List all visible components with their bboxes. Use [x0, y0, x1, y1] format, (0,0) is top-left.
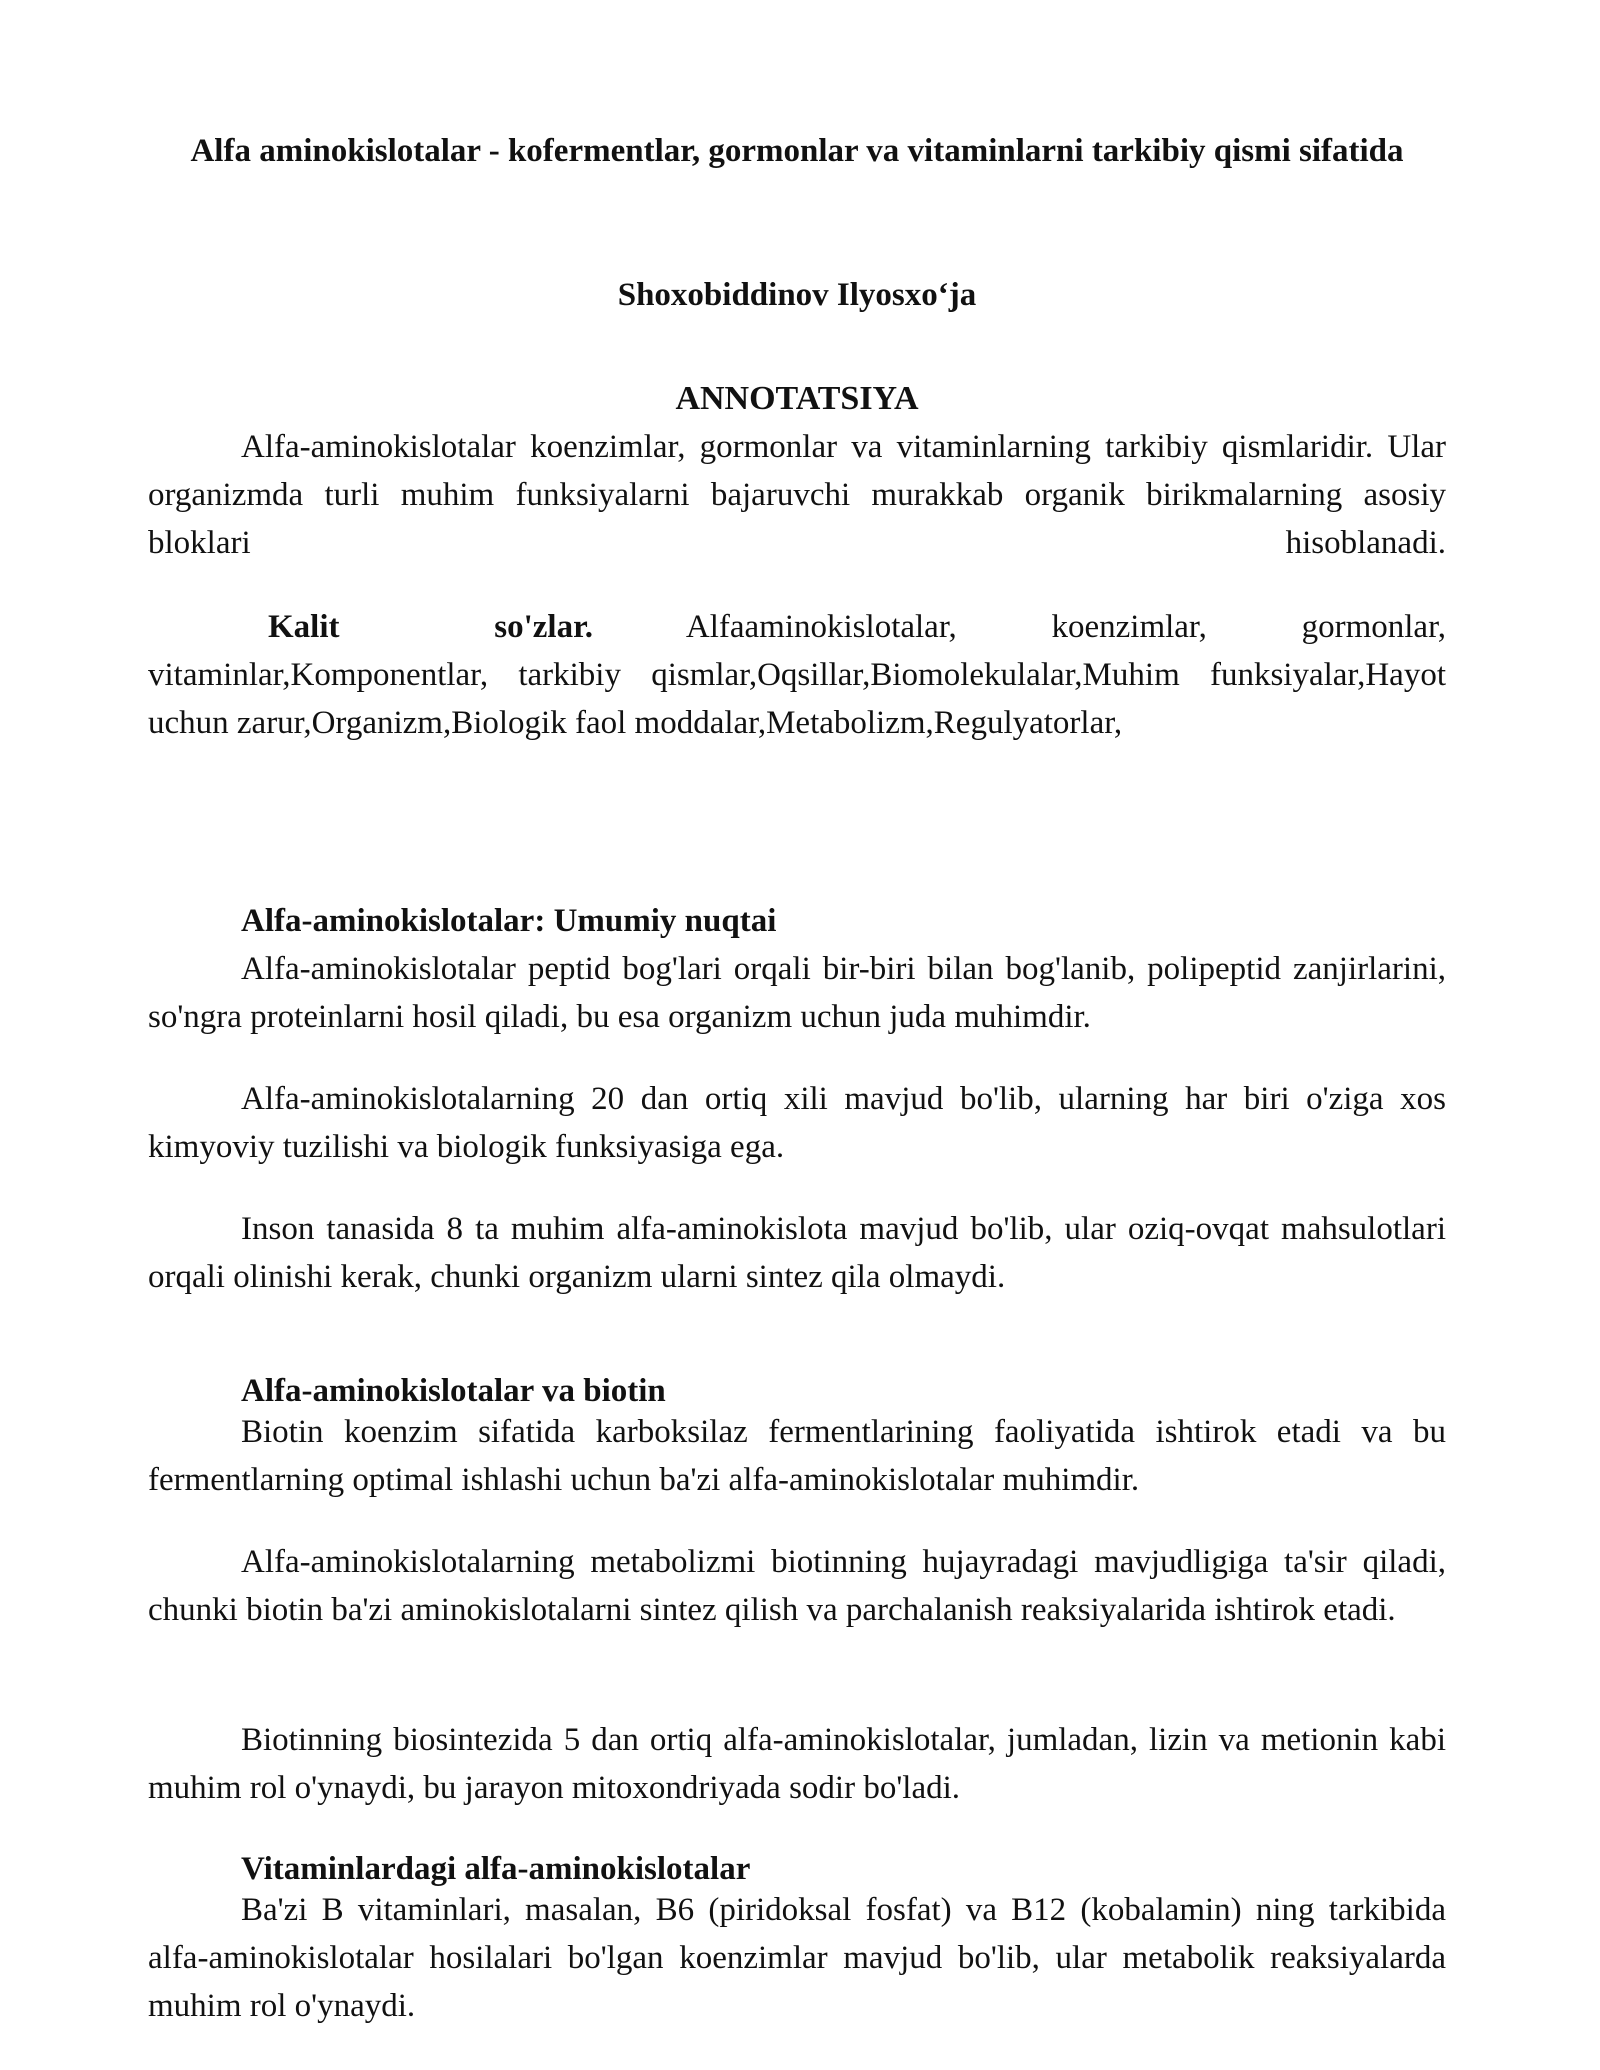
author-name: Shoxobiddinov Ilyosxo‘ja — [617, 277, 977, 313]
annotation-text: Alfa-aminokislotalar koenzimlar, gormonlar va vitaminlarning tarkibiy qismlaridir. Ular organizmda turli muhim funksiyalarni bajaruvchi murakkab organik birikmalarning asosiy bloklari hisoblanadi. — [148, 429, 1446, 561]
section-heading-vitamins: Vitaminlardagi alfa-aminokislotalar — [241, 1851, 751, 1887]
keywords-text: Alfaaminokislotalar, koenzimlar, gormonlar, vitaminlar,Komponentlar, tarkibiy qismlar,Oqsillar,Biomolekulalar,Muhim funksiyalar,Hayot uchun zarur,Organizm,Biologik faol moddalar,Metabolizm,Regulyatorlar, — [148, 609, 1446, 741]
document-title: Alfa aminokislotalar - kofermentlar, gormonlar va vitaminlarni tarkibiy qismi sifatida — [190, 133, 1404, 169]
overview-paragraph-2: Alfa-aminokislotalarning 20 dan ortiq xili mavjud bo'lib, ularning har biri o'ziga xos kimyoviy tuzilishi va biologik funksiyasiga ega. — [148, 1081, 1446, 1165]
section-heading-biotin: Alfa-aminokislotalar va biotin — [241, 1373, 666, 1409]
biotin-paragraph-2: Alfa-aminokislotalarning metabolizmi biotinning hujayradagi mavjudligiga ta'sir qiladi, chunki biotin ba'zi aminokislotalarni sintez qilish va parchalanish reaksiyalarida ishtirok etadi. — [148, 1544, 1446, 1628]
overview-paragraph-3: Inson tanasida 8 ta muhim alfa-aminokislota mavjud bo'lib, ular oziq-ovqat mahsulotlari orqali olinishi kerak, chunki organizm ularni sintez qila olmaydi. — [148, 1211, 1446, 1295]
annotation-heading: ANNOTATSIYA — [675, 380, 919, 417]
keywords-paragraph — [148, 603, 1446, 747]
overview-paragraph-1: Alfa-aminokislotalar peptid bog'lari orqali bir-biri bilan bog'lanib, polipeptid zanjirlarini, so'ngra proteinlarni hosil qiladi, bu esa organizm uchun juda muhimdir. — [148, 951, 1446, 1035]
section-heading-overview: Alfa-aminokislotalar: Umumiy nuqtai — [241, 903, 777, 939]
vitamins-paragraph-1: Ba'zi B vitaminlari, masalan, B6 (piridoksal fosfat) va B12 (kobalamin) ning tarkibida alfa-aminokislotalar hosilalari bo'lgan koenzimlar mavjud bo'lib, ular metabolik reaksiyalarda muhim rol o'ynaydi. — [148, 1892, 1446, 2024]
biotin-paragraph-1: Biotin koenzim sifatida karboksilaz fermentlarining faoliyatida ishtirok etadi va bu fermentlarning optimal ishlashi uchun ba'zi alfa-aminokislotalar muhimdir. — [148, 1414, 1446, 1498]
biotin-paragraph-3: Biotinning biosintezida 5 dan ortiq alfa-aminokislotalar, jumladan, lizin va metionin kabi muhim rol o'ynaydi, bu jarayon mitoxondriyada sodir bo'ladi. — [148, 1722, 1446, 1806]
keywords-label: Kalit so'zlar. — [268, 609, 593, 645]
